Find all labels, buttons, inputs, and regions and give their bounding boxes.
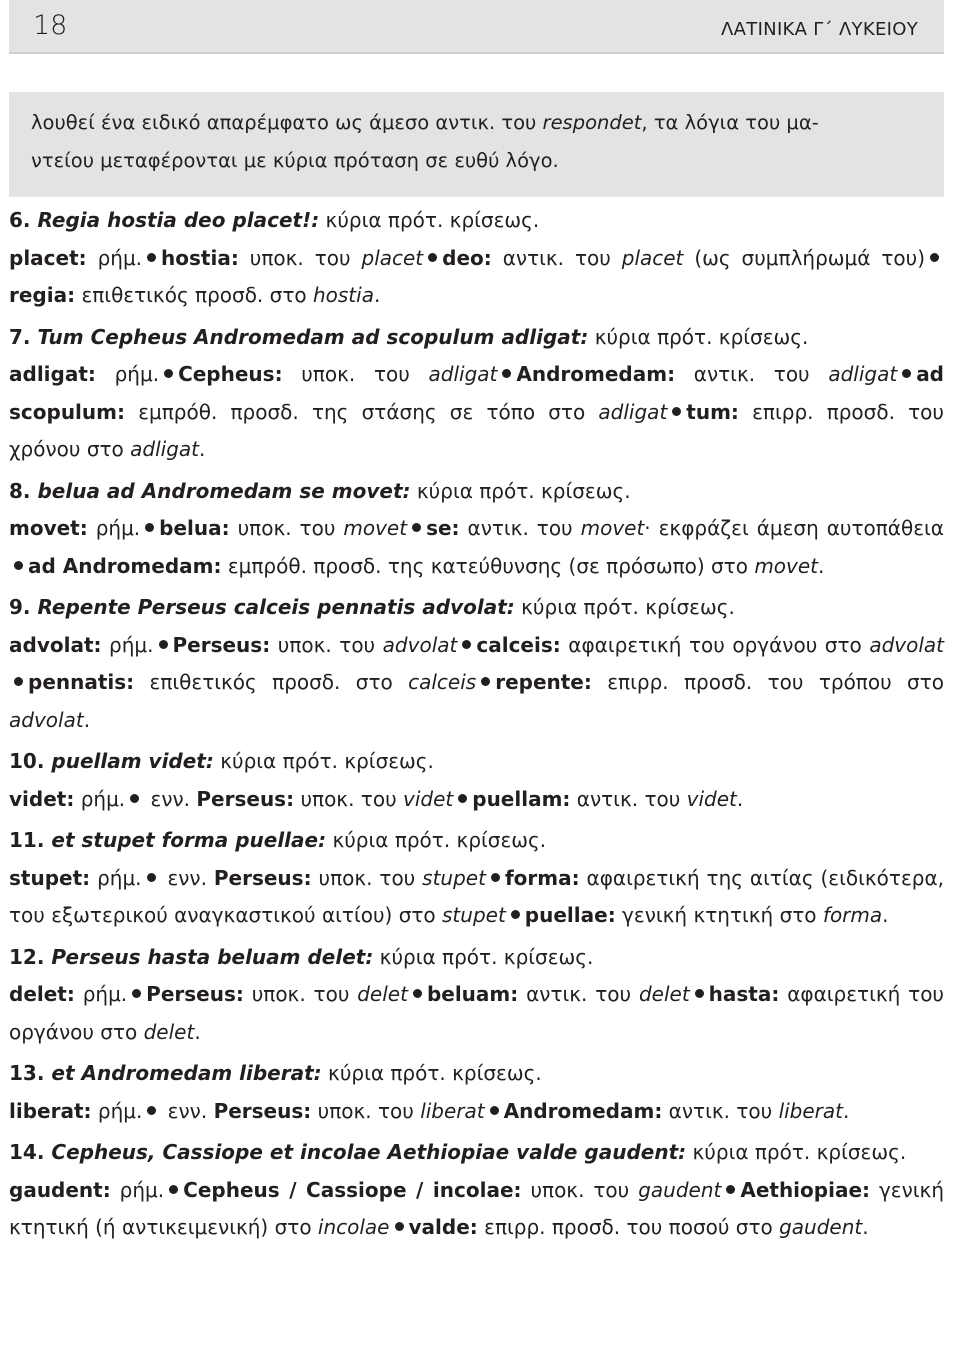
item-8-analysis: movet: ρήμ. belua: υποκ. του movet se: αντικ. του movet· εκφράζει άμεση αυτοπάθειαad Andromedam: εμπρόθ. προσδ. της κατεύθυνσης (σε πρόσωπο) στο movet. <box>9 516 944 578</box>
bullet-icon <box>726 1185 735 1194</box>
item-14-analysis: gaudent: ρήμ. Cepheus / Cassiope / incolae: υποκ. του gaudent Aethiopiae: γενική κτητική (ή αντικειμενική) στο incolae valde: επιρρ. προσδ. του ποσού στο gaudent. <box>9 1177 945 1239</box>
bullet-icon <box>164 369 173 378</box>
item-13-analysis: liberat: ρήμ. ενν. Perseus: υποκ. του liberat Andromedam: αντικ. του liberat. <box>9 1098 850 1123</box>
bullet-icon <box>695 989 704 998</box>
bullet-icon <box>147 253 156 262</box>
bullet-icon <box>14 677 23 686</box>
page-header <box>9 0 944 54</box>
bullet-icon <box>481 677 490 686</box>
bullet-icon <box>395 1222 404 1231</box>
bullet-icon <box>14 561 23 570</box>
item-9-heading: 9. Repente Perseus calceis pennatis advolat: κύρια πρότ. κρίσεως. <box>9 595 735 619</box>
box-line-1: λουθεί ένα ειδικό απαρέμφατο ως άμεσο αντικ. του respondet, τα λόγια του μα- <box>31 111 819 134</box>
analysis-content <box>9 202 944 1247</box>
bullet-icon <box>458 794 467 803</box>
item-11-heading: 11. et stupet forma puellae: κύρια πρότ. κρίσεως. <box>9 828 547 852</box>
item-9-analysis: advolat: ρήμ. Perseus: υποκ. του advolat calceis: αφαιρετική του οργάνου στο advolatpennatis: επιθετικός προσδ. στο calceis repente: επιρρ. προσδ. του τρόπου στο advolat. <box>9 632 944 732</box>
running-title: ΛΑΤΙΝΙΚΑ Γ΄ ΛΥΚΕΙΟΥ <box>721 19 918 40</box>
bullet-icon <box>672 407 681 416</box>
item-10-analysis: videt: ρήμ. ενν. Perseus: υποκ. του videt puellam: αντικ. του videt. <box>9 786 744 811</box>
item-7-analysis: adligat: ρήμ. Cepheus: υποκ. του adligat Andromedam: αντικ. του adligat ad scopulum: εμπρόθ. προσδ. της στάσης σε τόπο στο adligat tum: επιρρ. προσδ. του χρόνου στο adligat. <box>9 362 944 461</box>
item-14-heading: 14. Cepheus, Cassiope et incolae Aethiopiae valde gaudent: κύρια πρότ. κρίσεως. <box>9 1140 907 1164</box>
bullet-icon <box>147 873 156 882</box>
bullet-icon <box>132 989 141 998</box>
page-number: 18 <box>33 10 68 41</box>
bullet-icon <box>412 523 421 532</box>
item-6-analysis: placet: ρήμ. hostia: υποκ. του placet deo: αντικ. του placet (ως συμπλήρωμά του)regia: επιθετικός προσδ. στο hostia. <box>9 240 944 315</box>
item-10-heading: 10. puellam videt: κύρια πρότ. κρίσεως. <box>9 749 434 773</box>
bullet-icon <box>902 369 911 378</box>
box-line-2: ντείου μεταφέρονται με κύρια πρόταση σε ευθύ λόγο. <box>31 149 559 172</box>
bullet-icon <box>462 640 471 649</box>
bullet-icon <box>413 989 422 998</box>
bullet-icon <box>490 1106 499 1115</box>
item-12-heading: 12. Perseus hasta beluam delet: κύρια πρότ. κρίσεως. <box>9 944 594 969</box>
bullet-icon <box>502 369 511 378</box>
item-8-heading: 8. belua ad Andromedam se movet: κύρια πρότ. κρίσεως. <box>9 478 631 503</box>
item-13-heading: 13. et Andromedam liberat: κύρια πρότ. κρίσεως. <box>9 1061 542 1085</box>
bullet-icon <box>428 253 437 262</box>
bullet-icon <box>491 873 500 882</box>
item-7-heading: 7. Tum Cepheus Andromedam ad scopulum adligat: κύρια πρότ. κρίσεως. <box>9 324 809 349</box>
item-12-analysis: delet: ρήμ. Perseus: υποκ. του delet beluam: αντικ. του delet hasta: αφαιρετική του οργάνου στο delet. <box>9 982 945 1044</box>
continuation-box <box>9 92 944 197</box>
bullet-icon <box>159 640 168 649</box>
bullet-icon <box>130 794 139 803</box>
item-6-heading: 6. Regia hostia deo placet!: κύρια πρότ. κρίσεως. <box>9 208 540 232</box>
item-11-analysis: stupet: ρήμ. ενν. Perseus: υποκ. του stupet forma: αφαιρετική της αιτίας (ειδικότερα, του εξωτερικού αναγκαστικού αιτίου) στο stupet puellae: γενική κτητική στο forma. <box>9 865 944 927</box>
bullet-icon <box>147 1106 156 1115</box>
bullet-icon <box>169 1185 178 1194</box>
bullet-icon <box>511 910 520 919</box>
bullet-icon <box>145 523 154 532</box>
bullet-icon <box>930 253 939 262</box>
